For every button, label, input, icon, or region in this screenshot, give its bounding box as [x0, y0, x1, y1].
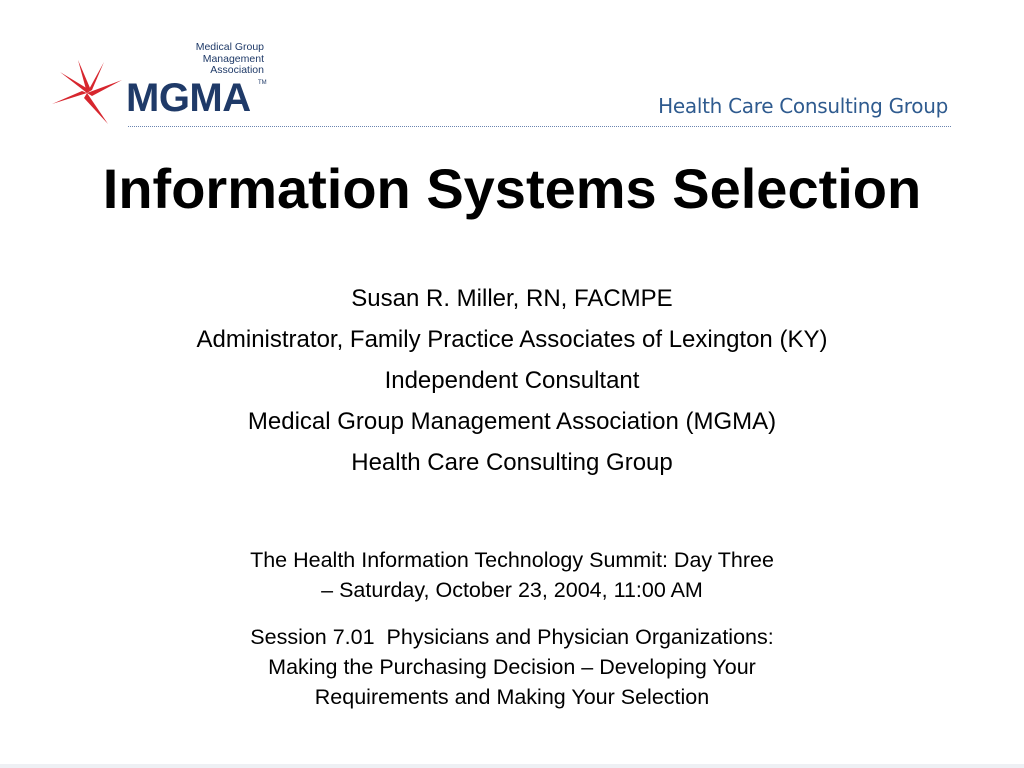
association-line-3: Association	[210, 64, 264, 76]
mgma-logo	[48, 40, 278, 130]
association-name	[184, 42, 264, 77]
session-details	[0, 622, 1024, 712]
session-line-3: Requirements and Making Your Selection	[314, 685, 710, 709]
event-details	[0, 545, 1024, 605]
event-line-1: The Health Information Technology Summit: Day Three	[250, 548, 774, 572]
session-line-2: Making the Purchasing Decision – Developing Your	[268, 655, 756, 679]
session-line-1: Session 7.01 Physicians and Physician Organizations:	[250, 625, 774, 649]
trademark-symbol: TM	[258, 80, 267, 86]
presenter-name: Susan R. Miller, RN, FACMPE	[351, 285, 673, 312]
mgma-wordmark: MGMA	[126, 76, 251, 120]
presenter-info	[0, 278, 1024, 483]
mgma-star-icon	[48, 58, 126, 128]
header-divider	[128, 126, 951, 127]
presenter-consultant: Independent Consultant	[384, 367, 640, 394]
association-line-2: Management	[202, 52, 264, 65]
presenter-group: Health Care Consulting Group	[351, 449, 673, 476]
slide-title: Information Systems Selection	[102, 157, 922, 220]
consulting-group-name: Health Care Consulting Group	[658, 94, 948, 118]
event-line-2: – Saturday, October 23, 2004, 11:00 AM	[321, 578, 703, 602]
bottom-border	[0, 764, 1024, 768]
association-line-1: Medical Group	[195, 41, 264, 53]
presenter-organization: Medical Group Management Association (MGMA)	[247, 408, 777, 435]
presenter-role: Administrator, Family Practice Associates of Lexington (KY)	[196, 326, 828, 353]
